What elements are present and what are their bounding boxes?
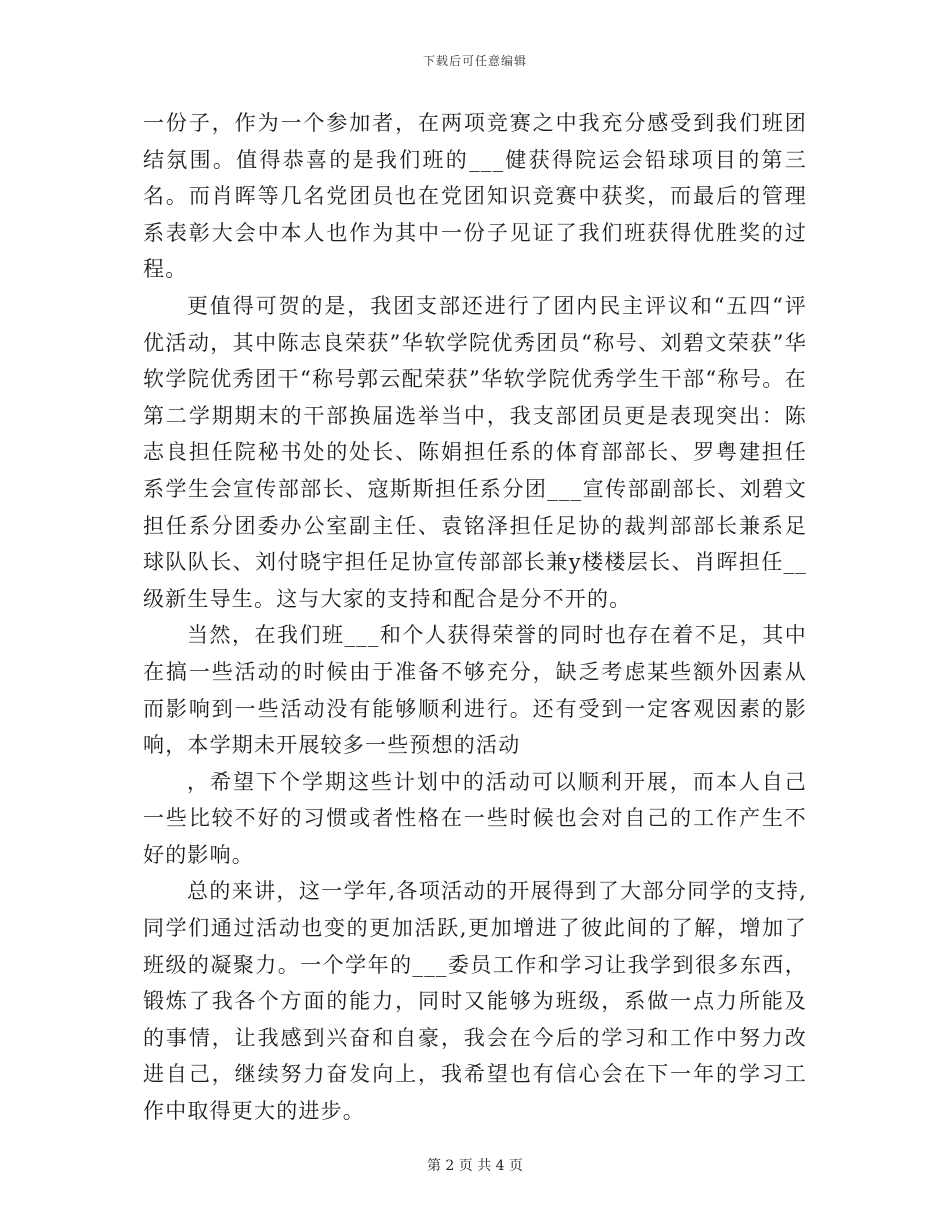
- paragraph-3: 当然，在我们班___和个人获得荣誉的同时也存在着不足，其中在搞一些活动的时候由于准备不够充分，缺乏考虑某些额外因素从而影响到一些活动没有能够顺利进行。还有受到一定客观因素的影响，本学期未开展较多一些预想的活动: [143, 623, 807, 758]
- paragraph-5: 总的来讲，这一学年,各项活动的开展得到了大部分同学的支持,同学们通过活动也变的更加活跃,更加增进了彼此间的了解，增加了班级的凝聚力。一个学年的___委员工作和学习让我学到很多东西，锻炼了我各个方面的能力，同时又能够为班级，系做一点力所能及的事情，让我感到兴奋和自豪，我会在今后的学习和工作中努力改进自己，继续努力奋发向上，我希望也有信心会在下一年的学习工作中取得更大的进步。: [143, 879, 807, 1124]
- page-header: 下载后可任意编辑: [422, 54, 527, 68]
- page-footer: 第 2 页 共 4 页: [426, 1158, 524, 1174]
- paragraph-4: ，希望下个学期这些计划中的活动可以顺利开展，而本人自己一些比较不好的习惯或者性格在一些时候也会对自己的工作产生不好的影响。: [143, 769, 807, 867]
- document-body: [143, 105, 807, 1130]
- paragraph-2: 更值得可贺的是，我团支部还进行了团内民主评议和“五四“评优活动，其中陈志良荣获”华软学院优秀团员“称号、刘碧文荣获”华软学院优秀团干“称号郭云配荣获”华软学院优秀学生干部“称号。在第二学期期末的干部换届选举当中，我支部团员更是表现突出：陈志良担任院秘书处的处长、陈娟担任系的体育部部长、罗粤建担任系学生会宣传部部长、寇斯斯担任系分团___宣传部副部长、刘碧文担任系分团委办公室副主任、袁铭泽担任足协的裁判部部长兼系足球队队长、刘付晓宇担任足协宣传部部长兼y楼楼层长、肖晖担任__级新生导生。这与大家的支持和配合是分不开的。: [143, 293, 807, 611]
- paragraph-1: 一份子，作为一个参加者，在两项竞赛之中我充分感受到我们班团结氛围。值得恭喜的是我们班的___健获得院运会铅球项目的第三名。而肖晖等几名党团员也在党团知识竞赛中获奖，而最后的管理系表彰大会中本人也作为其中一份子见证了我们班获得优胜奖的过程。: [143, 111, 807, 282]
